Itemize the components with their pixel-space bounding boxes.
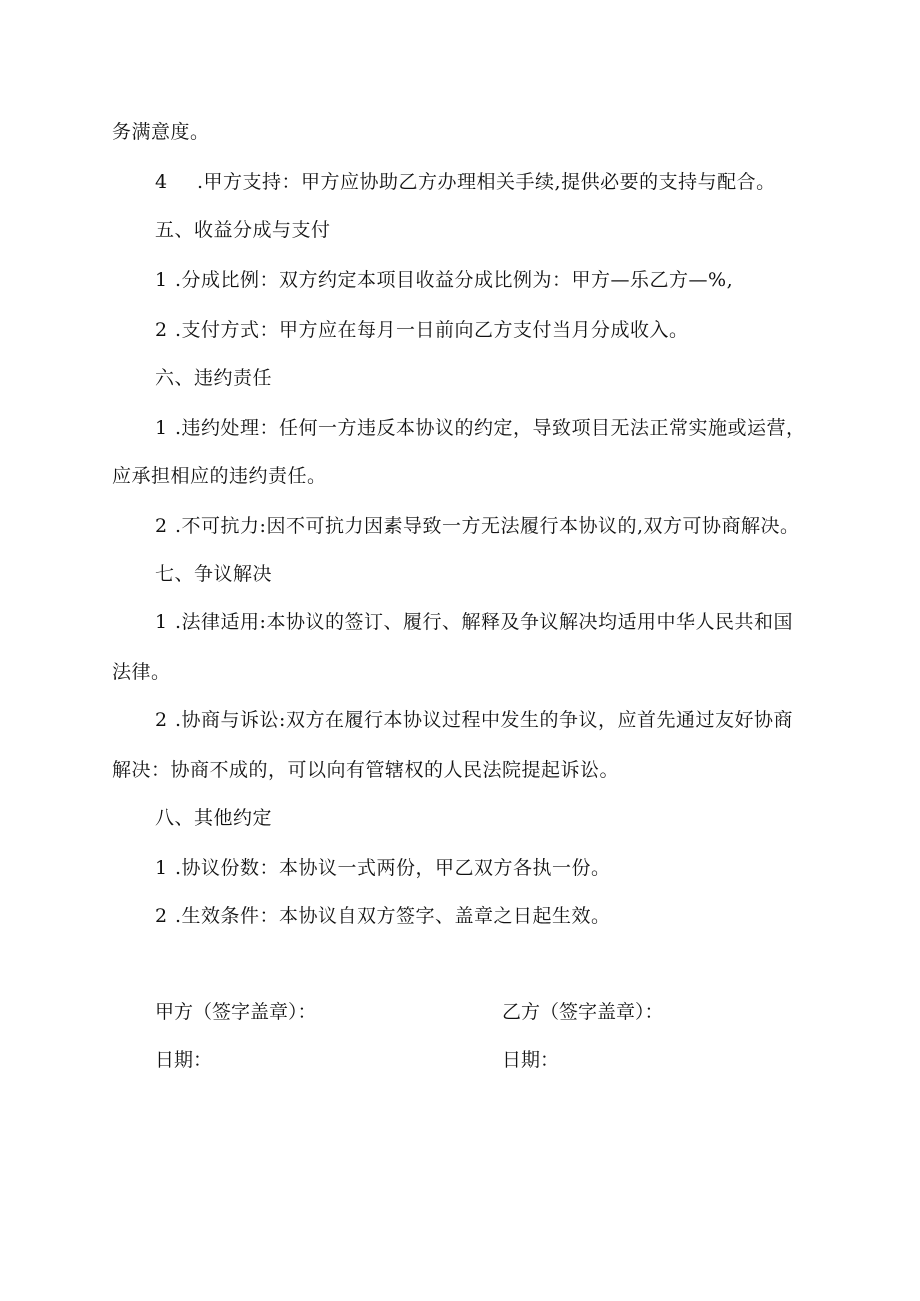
text: 解决：协商不成的，可以向有管辖权的人民法院提起诉讼。 <box>112 759 620 781</box>
clause-number: 1 <box>155 269 168 291</box>
section-heading-8 <box>155 806 272 830</box>
clause-text: .违约处理：任何一方违反本协议的约定，导致项目无法正常实施或运营， <box>175 417 806 439</box>
clause-number: 2 <box>155 709 168 731</box>
clause-text: .分成比例：双方约定本项目收益分成比例为：甲方—乐乙方—%, <box>175 269 734 291</box>
text: 应承担相应的违约责任。 <box>112 465 327 487</box>
heading-text: 五、收益分成与支付 <box>155 219 331 241</box>
paragraph-line <box>112 464 327 488</box>
clause-number: 1 <box>155 857 168 879</box>
clause-7-2 <box>155 708 793 732</box>
clause-text: .法律适用:本协议的签订、履行、解释及争议解决均适用中华人民共和国 <box>175 611 793 633</box>
section-heading-7 <box>155 562 272 586</box>
clause-7-1 <box>155 610 793 634</box>
clause-number: 1 <box>155 611 168 633</box>
heading-text: 六、违约责任 <box>155 367 273 389</box>
clause-number: 4 <box>155 171 168 193</box>
paragraph-line <box>112 758 619 782</box>
party-b-date-label: 日期： <box>502 1049 560 1071</box>
paragraph-line <box>112 120 210 144</box>
clause-text: .不可抗力:因不可抗力因素导致一方无法履行本协议的,双方可协商解决。 <box>175 515 800 537</box>
clause-5-1 <box>155 268 733 292</box>
heading-text: 八、其他约定 <box>155 807 273 829</box>
clause-6-2 <box>155 514 799 538</box>
clause-5-2 <box>155 318 689 342</box>
clause-number: 2 <box>155 515 168 537</box>
clause-text: .甲方支持：甲方应协助乙方办理相关手续,提供必要的支持与配合。 <box>197 171 776 193</box>
clause-4 <box>155 170 776 194</box>
clause-text: .协商与诉讼:双方在履行本协议过程中发生的争议，应首先通过友好协商 <box>175 709 793 731</box>
clause-text: .生效条件：本协议自双方签字、盖章之日起生效。 <box>175 905 611 927</box>
paragraph-line <box>112 660 171 684</box>
clause-text: .协议份数：本协议一式两份，甲乙双方各执一份。 <box>175 857 611 879</box>
text: 务满意度。 <box>112 121 210 143</box>
section-heading-6 <box>155 366 272 390</box>
clause-6-1 <box>155 416 806 440</box>
clause-number: 2 <box>155 319 168 341</box>
clause-number: 1 <box>155 417 168 439</box>
clause-text: .支付方式：甲方应在每月一日前向乙方支付当月分成收入。 <box>175 319 689 341</box>
clause-8-2 <box>155 904 611 928</box>
party-b-signature-label: 乙方（签字盖章）： <box>502 1001 664 1023</box>
clause-number: 2 <box>155 905 168 927</box>
party-a-signature-label: 甲方（签字盖章）： <box>155 1001 317 1023</box>
text: 法律。 <box>112 661 171 683</box>
clause-8-1 <box>155 856 611 880</box>
heading-text: 七、争议解决 <box>155 563 273 585</box>
party-a-date-label: 日期： <box>155 1049 213 1071</box>
section-heading-5 <box>155 218 331 242</box>
